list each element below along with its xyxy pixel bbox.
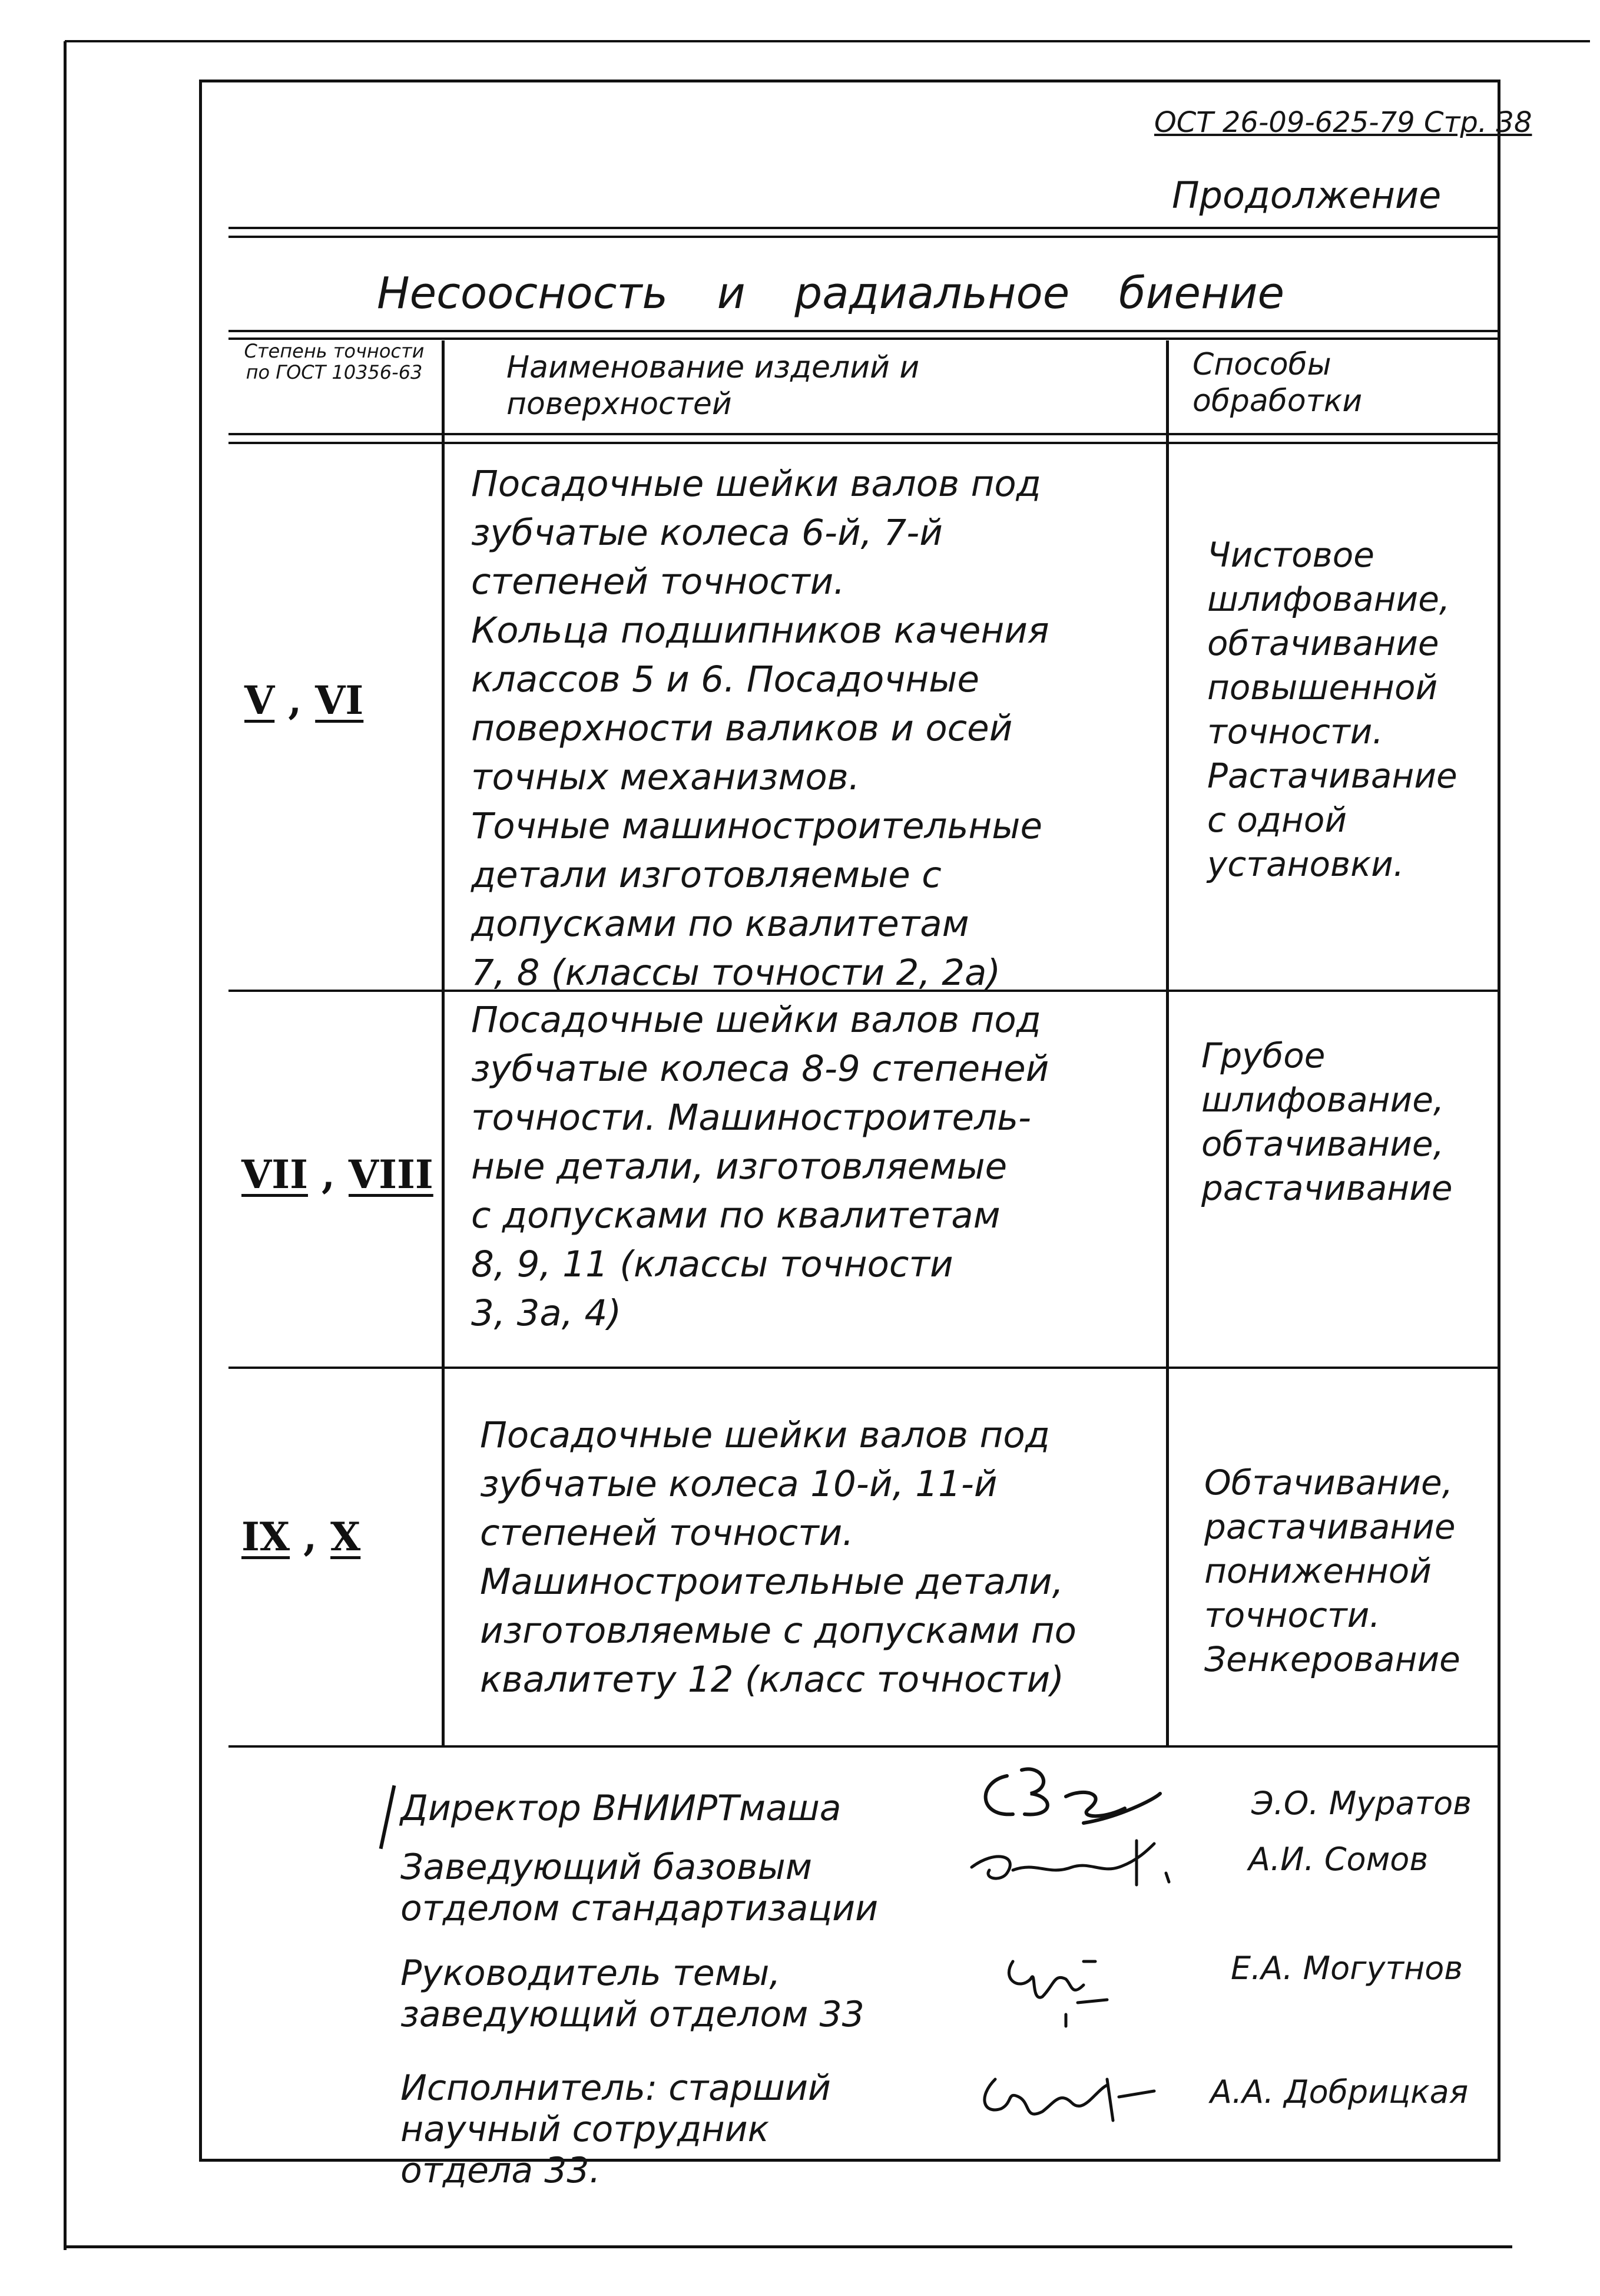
methods-row-2-line: растачивание	[1201, 1168, 1453, 1208]
column-divider-left	[442, 340, 445, 1745]
grade-separator: ,	[303, 1514, 331, 1560]
signer-1-title-line: Директор ВНИИРТмаша	[400, 1788, 842, 1829]
items-row-1-line: точных механизмов.	[471, 756, 860, 798]
items-row-1-line: зубчатые колеса 6-й, 7-й	[471, 512, 943, 554]
grade-row-1-second: VI	[315, 677, 364, 723]
items-row-2	[471, 995, 1049, 1338]
outer-border-left	[64, 41, 67, 2250]
signer-4-title-line: отдела 33.	[400, 2150, 601, 2191]
methods-row-2-line: обтачивание,	[1201, 1124, 1445, 1164]
signer-2-title-line: отделом стандартизации	[400, 1888, 879, 1929]
signer-1-title	[400, 1788, 842, 1829]
items-row-1	[471, 459, 1049, 997]
methods-row-3	[1204, 1461, 1460, 1682]
column-divider-right	[1166, 340, 1169, 1745]
signature-1-scribble	[966, 1752, 1248, 1835]
methods-row-2-line: Грубое	[1201, 1035, 1326, 1076]
items-row-1-line: 7, 8 (классы точности 2, 2а)	[471, 952, 1001, 994]
methods-row-1-line: обтачивание	[1207, 623, 1439, 663]
signer-3-name: Е.А. Могутнов	[1231, 1950, 1463, 1987]
methods-row-1-line: точности.	[1207, 712, 1383, 752]
grade-row-2-first: VII	[241, 1152, 308, 1197]
items-row-1-line: Точные машиностроительные	[471, 805, 1042, 847]
items-row-2-line: 8, 9, 11 (классы точности	[471, 1243, 953, 1285]
methods-row-3-line: точности.	[1204, 1595, 1380, 1635]
table-title: Несоосность и радиальное биение	[377, 268, 1285, 319]
grade-separator: ,	[288, 677, 316, 723]
items-row-1-line: Кольца подшипников качения	[471, 610, 1049, 651]
methods-row-1-line: установки.	[1207, 844, 1404, 884]
grade-row-1-first: V	[244, 677, 275, 723]
items-row-3-line: степеней точности.	[480, 1512, 854, 1554]
items-row-2-line: ные детали, изготовляемые	[471, 1146, 1008, 1187]
header-rule-bottom	[228, 236, 1500, 238]
items-row-1-line: детали изготовляемые с	[471, 854, 942, 896]
grade-row-3-second: X	[330, 1514, 361, 1560]
items-row-1-line: поверхности валиков и осей	[471, 707, 1013, 749]
methods-row-1-line: повышенной	[1207, 667, 1438, 707]
signature-2-scribble	[960, 1826, 1243, 1897]
signer-1-name: Э.О. Муратов	[1251, 1785, 1472, 1822]
signer-4-title-line: Исполнитель: старший	[400, 2067, 831, 2109]
signer-3-title-line: заведующий отделом 33	[400, 1994, 864, 2035]
grade-row-3-first: IX	[241, 1514, 290, 1560]
table-header-rule-top	[228, 330, 1500, 332]
methods-row-1	[1207, 533, 1457, 886]
methods-row-2-line: шлифование,	[1201, 1080, 1445, 1120]
row-separator-2	[228, 1367, 1500, 1369]
items-row-2-line: 3, 3а, 4)	[471, 1292, 622, 1334]
items-row-3-line: Машиностроительные детали,	[480, 1561, 1064, 1603]
header-rule-top	[228, 227, 1500, 229]
continuation-label: Продолжение	[1172, 174, 1442, 217]
grade-row-3	[241, 1514, 360, 1560]
grade-separator: ,	[321, 1152, 335, 1197]
signature-4-scribble	[966, 2056, 1178, 2144]
signer-2-name: А.И. Сомов	[1248, 1841, 1429, 1878]
methods-row-1-line: с одной	[1207, 800, 1347, 840]
items-row-3-line: изготовляемые с допусками по	[480, 1610, 1076, 1652]
grade-row-1	[244, 677, 363, 723]
items-row-2-line: Посадочные шейки валов под	[471, 999, 1041, 1041]
methods-row-3-line: Обтачивание,	[1204, 1463, 1453, 1503]
items-row-2-line: с допусками по квалитетам	[471, 1195, 1001, 1236]
column-header-rule-top	[228, 433, 1500, 435]
items-row-1-line: допусками по квалитетам	[471, 903, 969, 945]
column-header-methods: Способы обработки	[1192, 347, 1363, 419]
signature-3-scribble	[995, 1944, 1148, 2032]
signer-3-title	[400, 1953, 864, 2035]
items-row-3-line: Посадочные шейки валов под	[480, 1414, 1050, 1456]
items-row-1-line: Посадочные шейки валов под	[471, 463, 1041, 505]
items-row-1-line: классов 5 и 6. Посадочные	[471, 659, 979, 700]
grade-row-2-second: VIII	[348, 1152, 433, 1197]
methods-row-1-line: Растачивание	[1207, 756, 1457, 796]
methods-row-1-line: шлифование,	[1207, 579, 1450, 619]
items-row-1-line: степеней точности.	[471, 561, 845, 603]
column-header-items: Наименование изделий и поверхностей	[506, 350, 920, 422]
methods-row-3-line: Зенкерование	[1204, 1639, 1460, 1679]
signer-4-title	[400, 2067, 831, 2191]
methods-row-1-line: Чистовое	[1207, 535, 1374, 575]
methods-row-3-line: растачивание	[1204, 1507, 1456, 1547]
signer-4-title-line: научный сотрудник	[400, 2109, 769, 2150]
signer-4-name: А.А. Добрицкая	[1210, 2073, 1469, 2110]
signer-2-title-line: Заведующий базовым	[400, 1847, 812, 1888]
items-row-3-line: зубчатые колеса 10-й, 11-й	[480, 1463, 998, 1505]
items-row-2-line: точности. Машиностроитель-	[471, 1097, 1032, 1139]
signer-2-title	[400, 1847, 878, 1929]
column-header-grade: Степень точности по ГОСТ 10356-63	[244, 340, 425, 383]
signer-3-title-line: Руководитель темы,	[400, 1953, 781, 1994]
items-row-2-line: зубчатые колеса 8-9 степеней	[471, 1048, 1049, 1090]
column-header-rule-bottom	[228, 442, 1500, 444]
document-code: ОСТ 26-09-625-79 Стр. 38	[1154, 106, 1532, 139]
row-separator-3	[228, 1745, 1500, 1748]
outer-border-top	[65, 40, 1590, 42]
methods-row-2	[1201, 1034, 1453, 1210]
items-row-3	[480, 1411, 1076, 1704]
outer-border-bottom	[64, 2245, 1512, 2248]
methods-row-3-line: пониженной	[1204, 1551, 1432, 1591]
items-row-3-line: квалитету 12 (класс точности)	[480, 1659, 1064, 1701]
grade-row-2	[241, 1152, 433, 1197]
